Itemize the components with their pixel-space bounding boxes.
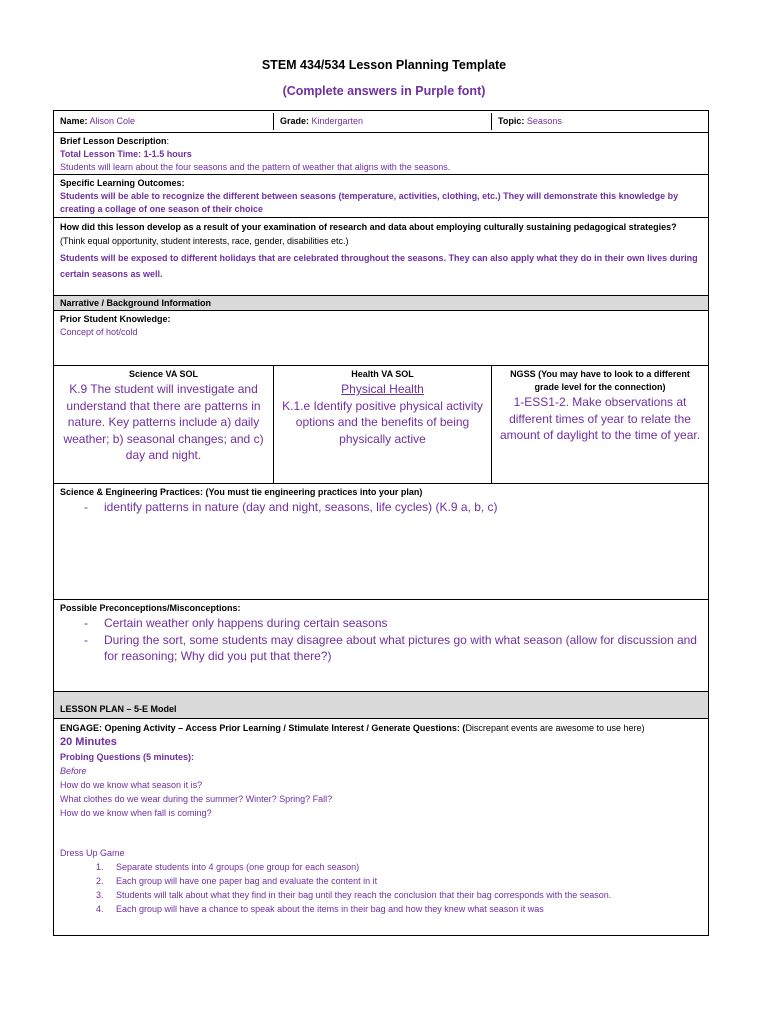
ngss-text: 1-ESS1-2. Make observations at different times of year to relate the amount of daylight to the time of year.	[499, 395, 701, 442]
header-row	[54, 111, 708, 133]
outcomes-text: Students will be able to recognize the different between seasons (temperature, activities, clothing, etc.) They will demonstrate this knowledge by creating a collage of one season of their choice	[60, 191, 679, 214]
engineering-practices-row	[54, 484, 708, 600]
list-item: - identify patterns in nature (day and night, seasons, life cycles) (K.9 a, b, c)	[84, 499, 702, 516]
name-cell	[54, 113, 273, 130]
list-item: 3. Students will talk about what they find in their bag until they reach the conclusion that their bag corresponds with the season.	[106, 888, 702, 902]
dress-up-game-title: Dress Up Game	[60, 848, 125, 858]
brief-label: Brief Lesson Description	[60, 136, 167, 146]
list-item: - Certain weather only happens during certain seasons	[84, 615, 702, 632]
standards-row	[54, 366, 708, 484]
health-sol-text: K.1.e Identify positive physical activity options and the benefits of being physically active	[282, 398, 483, 446]
narrative-header: Narrative / Background Information	[54, 296, 708, 311]
misconceptions-list	[60, 615, 702, 665]
name-label: Name:	[60, 116, 88, 126]
science-sol-text: K.9 The student will investigate and understand that there are patterns in nature. Key patterns include a) daily weather; b) seasonal changes; and c) day and night.	[63, 382, 264, 462]
ngss-cell	[491, 366, 708, 483]
science-sol-label: Science VA SOL	[128, 369, 199, 379]
brief-text: Students will learn about the four seasons and the pattern of weather that aligns with the seasons.	[60, 162, 451, 172]
prior-label: Prior Student Knowledge:	[60, 314, 171, 324]
practices-list	[60, 499, 702, 516]
list-item: 1. Separate students into 4 groups (one group for each season)	[106, 860, 702, 874]
prior-text: Concept of hot/cold	[60, 327, 138, 337]
lesson-plan-table	[53, 110, 709, 936]
development-row	[54, 218, 708, 296]
game-steps-list	[60, 860, 702, 916]
list-item: 4. Each group will have a chance to speak about the items in their bag and how they knew what season it was	[106, 902, 702, 916]
topic-label: Topic:	[498, 116, 525, 126]
question-item: What clothes do we wear during the summer? Winter? Spring? Fall?	[60, 794, 333, 804]
misconceptions-label: Possible Preconceptions/Misconceptions:	[60, 603, 241, 613]
topic-value: Seasons	[526, 116, 562, 126]
lesson-plan-title: LESSON PLAN – 5-E Model	[60, 704, 177, 714]
misconceptions-row	[54, 600, 708, 692]
grade-value: Kindergarten	[311, 116, 364, 126]
development-hint: (Think equal opportunity, student interests, race, gender, disabilities etc.)	[60, 236, 349, 246]
question-item: How do we know when fall is coming?	[60, 808, 212, 818]
question-item: How do we know what season it is?	[60, 780, 203, 790]
engage-row	[54, 719, 708, 935]
health-sol-cell	[273, 366, 491, 483]
list-item: 2. Each group will have one paper bag and evaluate the content in it	[106, 874, 702, 888]
probing-questions-label: Probing Questions (5 minutes):	[60, 752, 195, 762]
practices-label: Science & Engineering Practices: (You must tie engineering practices into your plan)	[60, 487, 423, 497]
list-item: - During the sort, some students may disagree about what pictures go with what season (allow for discussion and for reasoning; Why did you put that there?)	[84, 632, 702, 665]
lesson-plan-header	[54, 692, 708, 719]
learning-outcomes-row	[54, 175, 708, 218]
health-sol-subheading: Physical Health	[341, 382, 424, 396]
before-label: Before	[60, 766, 87, 776]
lesson-time: Total Lesson Time: 1-1.5 hours	[60, 149, 192, 159]
name-value: Alison Cole	[89, 116, 136, 126]
health-sol-label: Health VA SOL	[351, 369, 414, 379]
grade-label: Grade:	[280, 116, 310, 126]
page-title: STEM 434/534 Lesson Planning Template	[261, 58, 507, 72]
brief-description-row	[54, 133, 708, 175]
topic-cell	[491, 113, 708, 130]
engage-label: ENGAGE: Opening Activity – Access Prior Learning / Stimulate Interest / Generate Questions: (	[60, 723, 466, 733]
grade-cell	[273, 113, 491, 130]
engage-hint: Discrepant events are awesome to use here)	[465, 723, 645, 733]
science-sol-cell	[54, 366, 273, 483]
engage-minutes: 20 Minutes	[60, 736, 117, 748]
ngss-label: NGSS (You may have to look to a different grade level for the connection)	[510, 369, 690, 392]
prior-knowledge-row	[54, 311, 708, 366]
page-subtitle: (Complete answers in Purple font)	[282, 84, 486, 98]
development-text: Students will be exposed to different holidays that are celebrated throughout the seasons. They can also apply what they do in their own lives during certain seasons as well.	[60, 253, 698, 279]
brief-label-colon: :	[166, 136, 170, 146]
outcomes-label: Specific Learning Outcomes:	[60, 178, 185, 188]
development-question: How did this lesson develop as a result of your examination of research and data about employing culturally sustaining pedagogical strategies?	[60, 222, 677, 232]
